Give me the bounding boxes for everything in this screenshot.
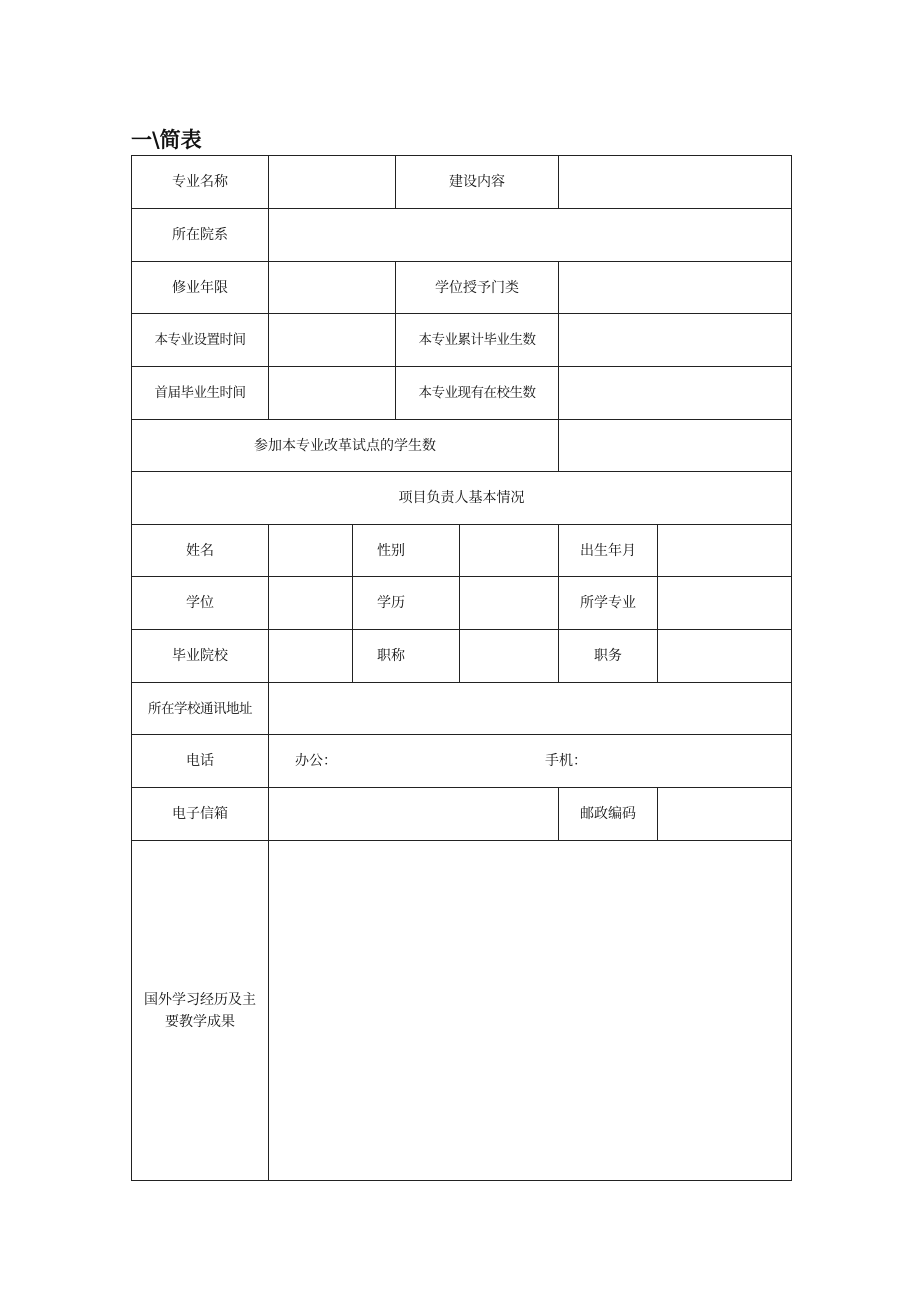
pilot-students-field[interactable]: [558, 419, 792, 472]
build-content-field[interactable]: [558, 155, 792, 209]
build-content-label: 建设内容: [395, 155, 559, 209]
position-field[interactable]: [657, 629, 792, 683]
graduate-school-field[interactable]: [268, 629, 353, 683]
setup-time-field[interactable]: [268, 313, 396, 367]
setup-time-label: 本专业设置时间: [131, 313, 269, 367]
gender-label: 性别: [352, 524, 460, 577]
major-name-label: 专业名称: [131, 155, 269, 209]
school-address-label: 所在学校通讯地址: [131, 682, 269, 735]
birth-label: 出生年月: [558, 524, 658, 577]
name-label: 姓名: [131, 524, 269, 577]
gender-field[interactable]: [459, 524, 559, 577]
study-years-field[interactable]: [268, 261, 396, 314]
page-title: 一\简表: [131, 128, 202, 152]
education-field[interactable]: [459, 576, 559, 630]
mobile-phone-label: 手机：: [545, 753, 587, 769]
name-field[interactable]: [268, 524, 353, 577]
postcode-field[interactable]: [657, 787, 792, 841]
major-studied-label: 所学专业: [558, 576, 658, 630]
education-label: 学历: [352, 576, 460, 630]
email-field[interactable]: [268, 787, 559, 841]
summary-form: [131, 155, 792, 1181]
position-label: 职务: [558, 629, 658, 683]
major-studied-field[interactable]: [657, 576, 792, 630]
degree-category-field[interactable]: [558, 261, 792, 314]
degree-field[interactable]: [268, 576, 353, 630]
overseas-label: 国外学习经历及主要教学成果: [131, 840, 269, 1181]
total-graduates-field[interactable]: [558, 313, 792, 367]
current-students-field[interactable]: [558, 366, 792, 420]
current-students-label: 本专业现有在校生数: [395, 366, 559, 420]
degree-label: 学位: [131, 576, 269, 630]
school-address-field[interactable]: [268, 682, 792, 735]
leader-section-title: 项目负责人基本情况: [131, 471, 792, 525]
degree-category-label: 学位授予门类: [395, 261, 559, 314]
graduate-school-label: 毕业院校: [131, 629, 269, 683]
phone-label: 电话: [131, 734, 269, 788]
postcode-label: 邮政编码: [558, 787, 658, 841]
phone-field[interactable]: [268, 734, 792, 788]
study-years-label: 修业年限: [131, 261, 269, 314]
pilot-students-label: 参加本专业改革试点的学生数: [131, 419, 559, 472]
department-field[interactable]: [268, 208, 792, 262]
office-phone-label: 办公：: [295, 753, 337, 769]
first-graduates-label: 首届毕业生时间: [131, 366, 269, 420]
department-label: 所在院系: [131, 208, 269, 262]
total-graduates-label: 本专业累计毕业生数: [395, 313, 559, 367]
birth-field[interactable]: [657, 524, 792, 577]
title-label: 职称: [352, 629, 460, 683]
major-name-field[interactable]: [268, 155, 396, 209]
first-graduates-field[interactable]: [268, 366, 396, 420]
title-field[interactable]: [459, 629, 559, 683]
email-label: 电子信箱: [131, 787, 269, 841]
overseas-field[interactable]: [268, 840, 792, 1181]
